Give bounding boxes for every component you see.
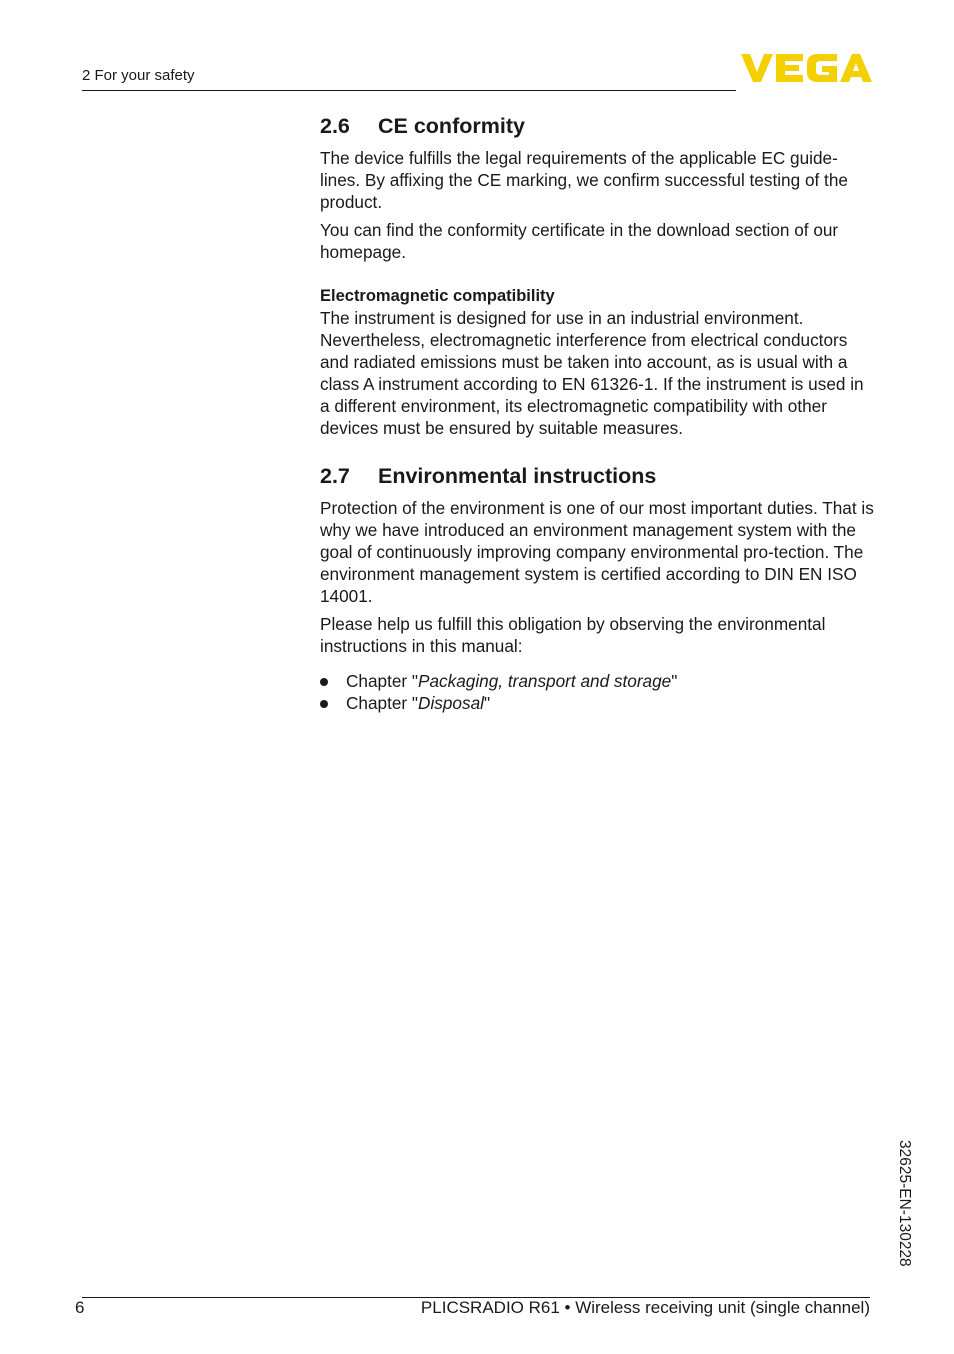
- section-number: 2.7: [320, 464, 350, 488]
- paragraph: The instrument is designed for use in an industrial environment. Nevertheless, electromagnetic interference from electrical conductors and radiated emissions must be taken into account, as is usual with a class A instrument according to EN 61326-1. If the instrument is used in a different environment, its electromagnetic compatibility with other devices must be ensured by suitable measures.: [320, 308, 864, 438]
- paragraph: Please help us fulfill this obligation by observing the environmental instructions in this manual:: [320, 614, 826, 656]
- section-title: CE conformity: [378, 114, 525, 138]
- logo-letter-e: [776, 54, 803, 82]
- footer-document-title: PLICSRADIO R61 • Wireless receiving unit (single channel): [420, 1298, 870, 1317]
- list-item: [320, 671, 875, 693]
- header-section-title: 2 For your safety: [82, 67, 195, 84]
- header-divider: [82, 90, 736, 91]
- bullet-icon: [320, 700, 328, 708]
- list-item-suffix: ": [483, 692, 491, 713]
- list-item-prefix: Chapter ": [346, 671, 419, 691]
- chapter-list: [320, 671, 875, 714]
- list-item-chapter-name: Packaging, transport and storage: [418, 671, 672, 691]
- logo-letter-a: [840, 54, 872, 82]
- logo-letter-v: [741, 54, 773, 82]
- section-heading: [320, 461, 875, 491]
- list-item-chapter-name: Disposal: [418, 692, 484, 713]
- paragraph: Protection of the environment is one of our most important duties. That is why we have introduced an environment management system with the goal of continuously improving company environmental pro-tection. The environment management system is certified according to DIN EN ISO 14001.: [320, 498, 874, 606]
- list-item-suffix: ": [671, 671, 678, 691]
- section-heading: [320, 111, 875, 141]
- list-item: [320, 693, 875, 715]
- section-number: 2.6: [320, 114, 350, 138]
- section-title: Environmental instructions: [378, 464, 657, 488]
- page-number: 6: [75, 1298, 85, 1317]
- paragraph: You can find the conformity certificate in the download section of our homepage.: [320, 220, 839, 262]
- subheading: Electromagnetic compatibility: [320, 287, 555, 305]
- vega-logo: [741, 52, 873, 89]
- section-environmental-instructions: [320, 461, 875, 714]
- list-item-prefix: Chapter ": [346, 692, 419, 713]
- document-id: 32625-EN-130228: [896, 1140, 913, 1267]
- logo-letter-g: [807, 54, 837, 82]
- bullet-icon: [320, 678, 328, 686]
- section-ce-conformity: [320, 111, 875, 439]
- main-content: [320, 111, 875, 714]
- paragraph: The device fulfills the legal requirements of the applicable EC guide-lines. By affixing the CE marking, we confirm successful testing of the product.: [320, 148, 848, 212]
